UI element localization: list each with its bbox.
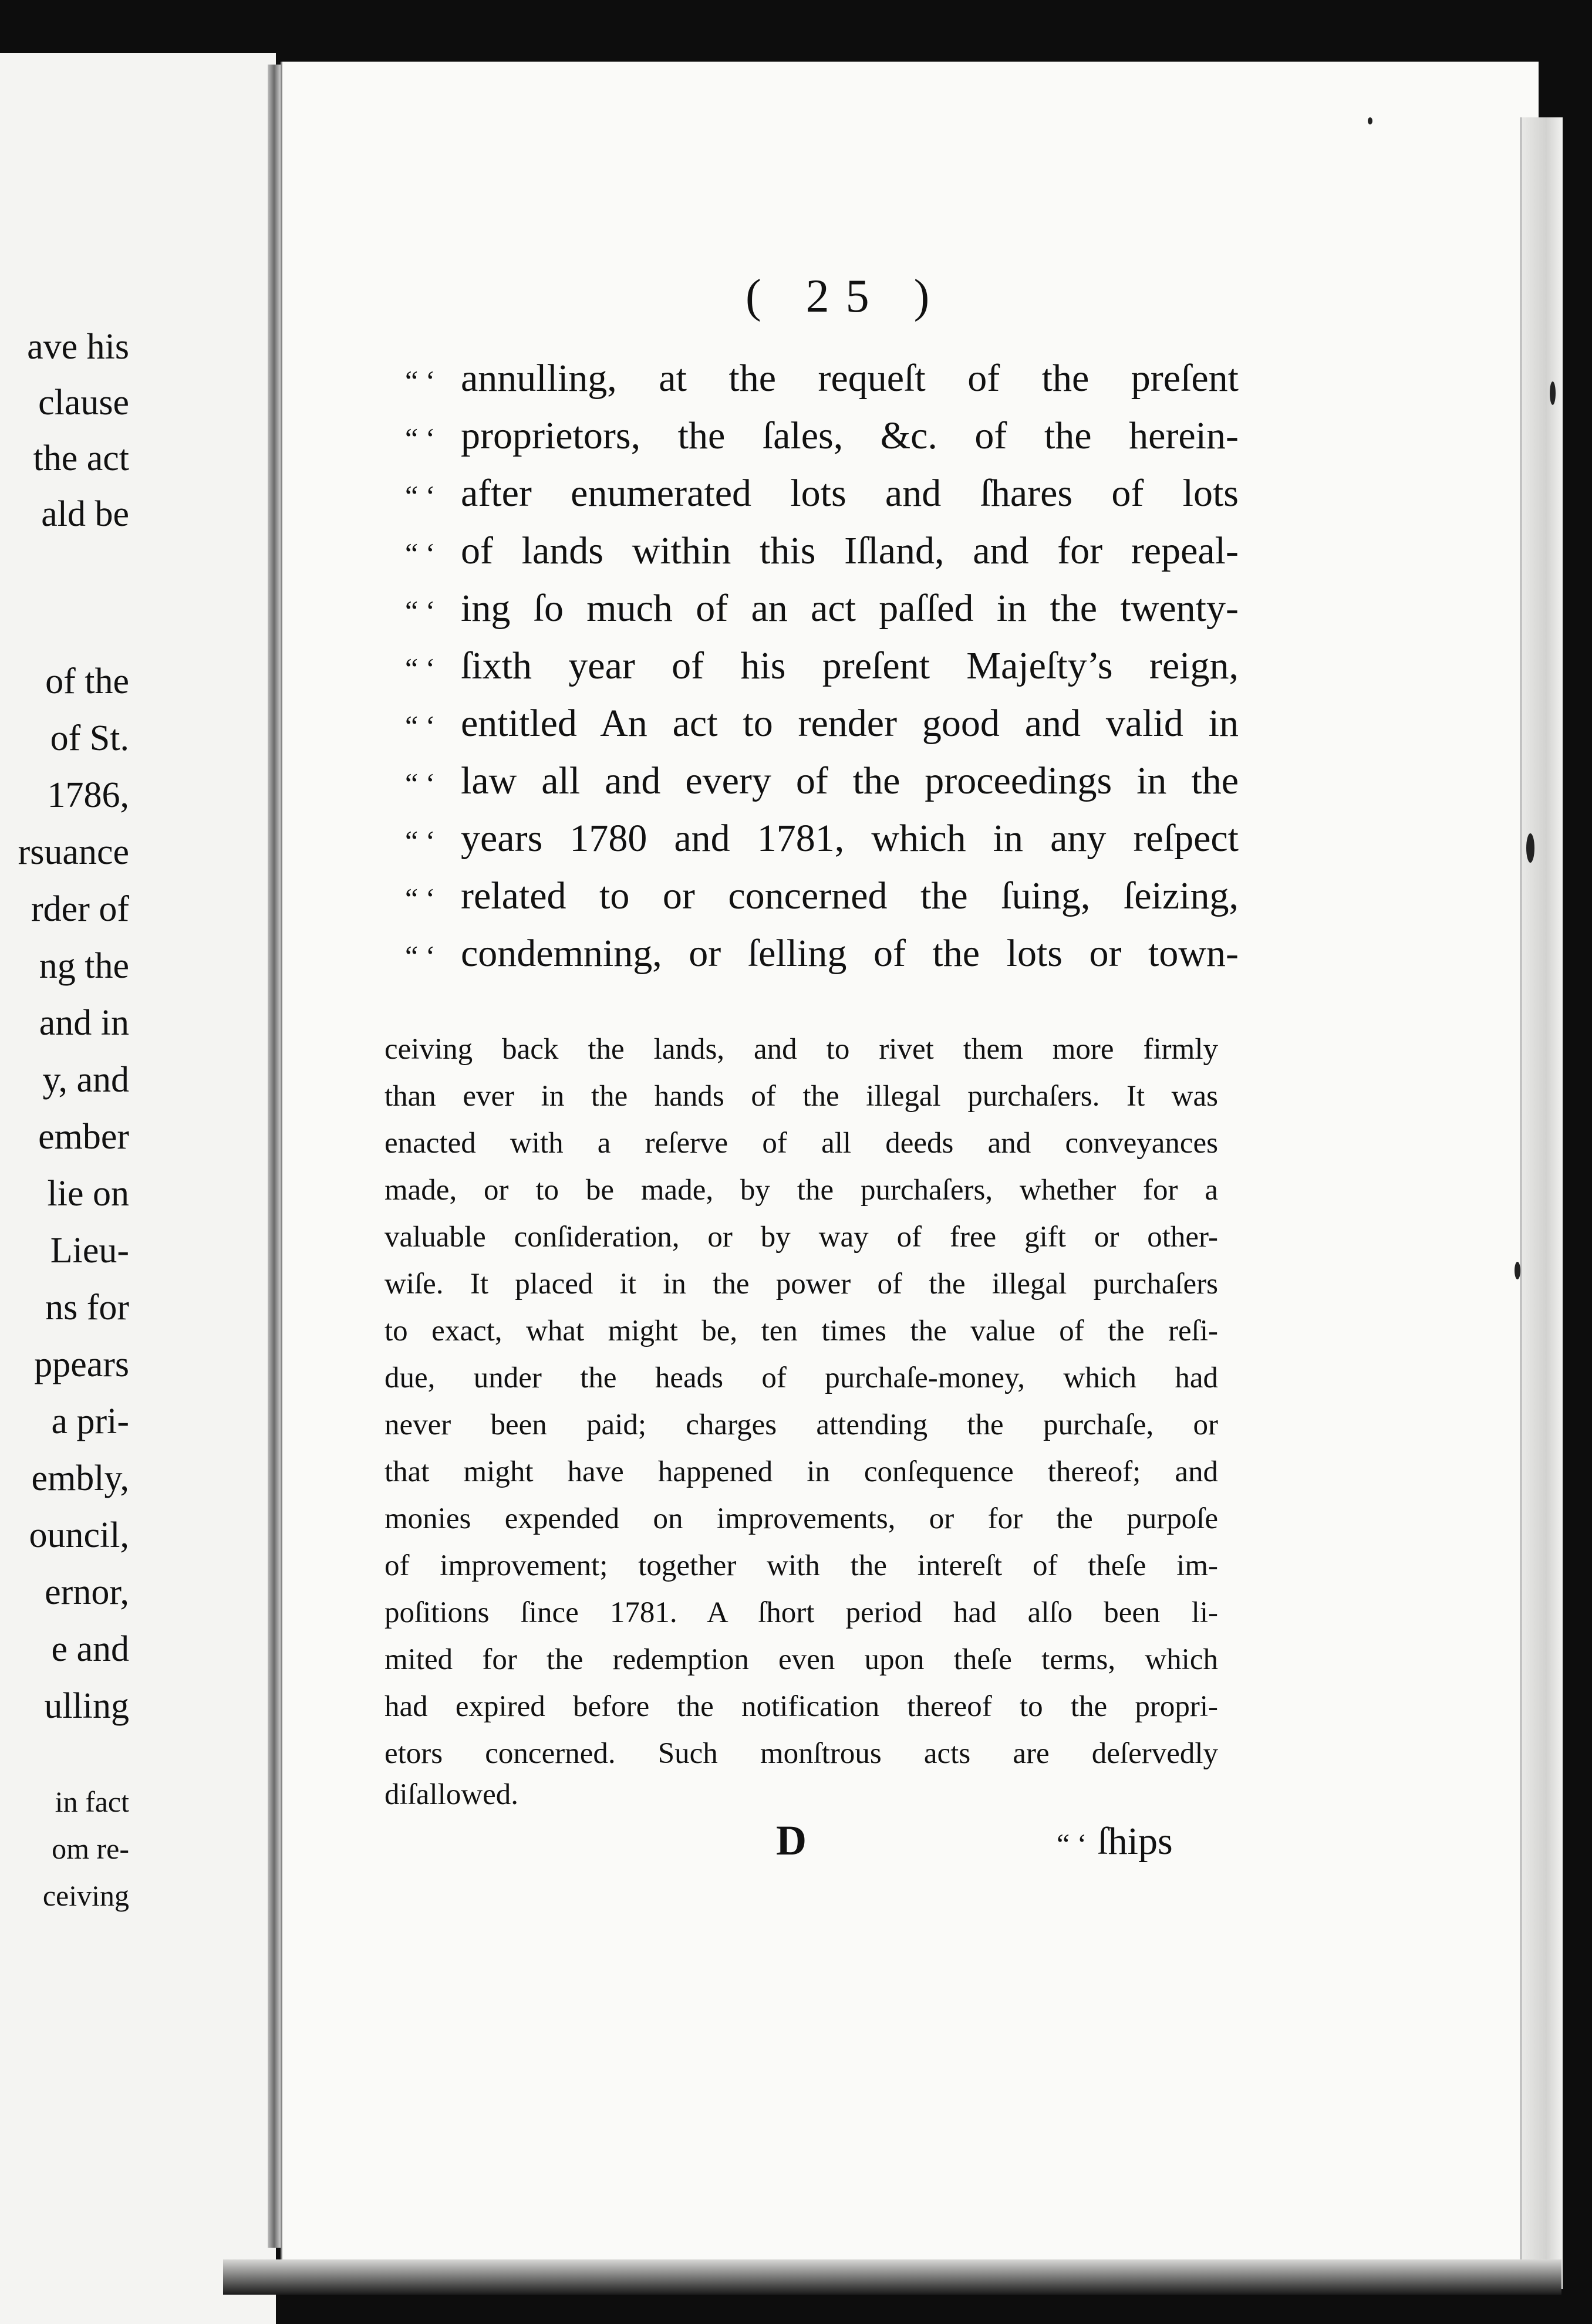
footnote-line: mited for the redemption even upon theſe terms, which	[384, 1643, 1218, 1676]
left-fragment: embly,	[31, 1458, 129, 1498]
left-fragment: Lieu-	[50, 1231, 129, 1271]
left-fragment: ald be	[41, 494, 129, 534]
left-fragment: rsuance	[18, 832, 129, 872]
footnote-line: never been paid; charges attending the purchaſe, or	[384, 1408, 1218, 1441]
left-fragment: e and	[51, 1629, 129, 1669]
left-page	[0, 53, 276, 2324]
left-fragment: ppears	[34, 1345, 129, 1384]
footnote-line: had expired before the notification thereof to the propri-	[384, 1690, 1218, 1723]
quotation-mark: “ ‘	[405, 882, 436, 915]
line-text: ſixth year of his preſent Majeſty’s reign,	[461, 644, 1239, 687]
footnote-line: wiſe. It placed it in the power of the illegal purchaſers	[384, 1268, 1218, 1301]
footnote-line: that might have happened in conſequence thereof; and	[384, 1455, 1218, 1488]
left-fragment: lie on	[47, 1174, 129, 1214]
margin-speck	[1515, 1262, 1520, 1279]
signature-mark: D	[776, 1817, 807, 1864]
footnote-line: made, or to be made, by the purchaſers, whether for a	[384, 1174, 1218, 1207]
quotation-mark: “ ‘	[405, 594, 436, 627]
left-fragment: in fact	[55, 1785, 129, 1818]
footnote-line: enacted with a reſerve of all deeds and conveyances	[384, 1127, 1218, 1160]
line-text: after enumerated lots and ſhares of lots	[461, 472, 1239, 515]
line-text: proprietors, the ſales, &c. of the herein-	[461, 414, 1239, 457]
quotation-mark: “ ‘	[405, 767, 436, 800]
quotation-mark: “ ‘	[405, 422, 436, 455]
page-number: ( 25 )	[746, 271, 946, 322]
left-fragment: ns for	[45, 1288, 129, 1327]
text-line	[405, 410, 1239, 462]
left-fragment: ernor,	[45, 1572, 129, 1612]
text-line	[405, 927, 1239, 980]
quotation-mark: “ ‘	[405, 652, 436, 685]
quotation-mark: “ ‘	[405, 940, 436, 972]
quotation-mark: “ ‘	[405, 825, 436, 857]
left-fragment: of the	[45, 661, 129, 701]
left-fragment: a pri-	[51, 1401, 129, 1441]
quotation-mark: “ ‘	[405, 479, 436, 512]
page-shadow	[223, 2259, 1561, 2295]
line-text: annulling, at the requeſt of the preſent	[461, 357, 1239, 400]
left-fragment: ceiving	[42, 1879, 129, 1912]
catchword-text: ſhips	[1097, 1820, 1173, 1863]
text-line	[405, 467, 1239, 520]
page-edge	[1520, 117, 1563, 2289]
margin-speck	[1526, 833, 1534, 863]
margin-speck	[1550, 381, 1556, 405]
left-fragment: the act	[33, 438, 129, 478]
footnote-line: etors concerned. Such monſtrous acts are deſervedly	[384, 1737, 1218, 1770]
footnote-line: ceiving back the lands, and to rivet them more firmly	[384, 1033, 1218, 1066]
catchword	[1057, 1819, 1173, 1864]
line-text: condemning, or ſelling of the lots or town-	[461, 932, 1239, 975]
quotation-mark: “ ‘	[405, 364, 436, 397]
line-text: law all and every of the proceedings in the	[461, 759, 1239, 802]
quotation-mark: “ ‘	[405, 537, 436, 570]
footnote-line: than ever in the hands of the illegal purchaſers. It was	[384, 1080, 1218, 1113]
line-text: ing ſo much of an act paſſed in the twenty-	[461, 587, 1239, 630]
footnote-line: due, under the heads of purchaſe-money, which had	[384, 1362, 1218, 1394]
quotation-mark: “ ‘	[1057, 1828, 1087, 1860]
left-fragment: and in	[39, 1003, 129, 1043]
line-text: related to or concerned the ſuing, ſeizing,	[461, 874, 1239, 917]
text-line	[405, 755, 1239, 808]
footnote-line: monies expended on improvements, or for the purpoſe	[384, 1502, 1218, 1535]
quotation-mark: “ ‘	[405, 710, 436, 742]
line-text: entitled An act to render good and valid in	[461, 702, 1239, 745]
text-line	[405, 697, 1239, 750]
footnote-line: valuable conſideration, or by way of free gift or other-	[384, 1221, 1218, 1254]
text-line	[405, 525, 1239, 577]
left-fragment: ng the	[39, 946, 129, 986]
left-fragment: ulling	[44, 1686, 129, 1726]
left-fragment: ouncil,	[29, 1515, 129, 1555]
book-gutter	[268, 65, 281, 2248]
text-line	[405, 812, 1239, 865]
text-line	[405, 582, 1239, 635]
text-line	[405, 352, 1239, 405]
margin-speck	[1368, 117, 1372, 124]
left-fragment: ave his	[27, 327, 129, 367]
left-fragment: ember	[38, 1117, 129, 1157]
text-line	[405, 640, 1239, 693]
left-fragment: y, and	[42, 1060, 129, 1100]
left-fragment: clause	[38, 383, 129, 423]
line-text: years 1780 and 1781, which in any reſpect	[461, 817, 1239, 860]
footnote-line: to exact, what might be, ten times the value of the reſi-	[384, 1315, 1218, 1347]
text-line	[405, 870, 1239, 923]
left-fragment: rder of	[31, 889, 129, 929]
footnote-line: of improvement; together with the intereſt of theſe im-	[384, 1549, 1218, 1582]
footnote-line: diſallowed.	[384, 1778, 519, 1811]
left-fragment: of St.	[50, 718, 129, 758]
left-fragment: om re-	[52, 1832, 129, 1865]
line-text: of lands within this Iſland, and for repeal-	[461, 529, 1239, 572]
footnote-line: poſitions ſince 1781. A ſhort period had alſo been li-	[384, 1596, 1218, 1629]
left-fragment: 1786,	[47, 775, 129, 815]
